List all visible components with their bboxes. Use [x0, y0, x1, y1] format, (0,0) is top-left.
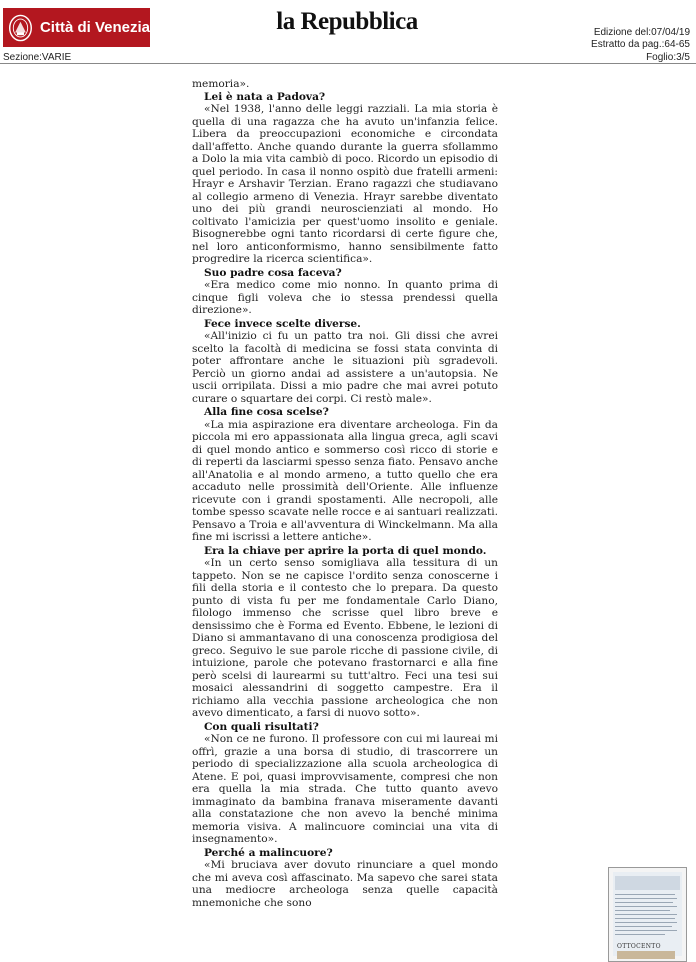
edition-date: Edizione del:07/04/19: [593, 27, 690, 38]
thumbnail-line: [615, 914, 677, 915]
citta-di-venezia-logo: [3, 8, 150, 47]
interview-question: Era la chiave per aprire la porta di quel mondo.: [204, 544, 487, 557]
thumbnail-line: [615, 910, 670, 911]
interview-answer: «Non ce ne furono. Il professore con cui mi laureai mi offrì, grazie a una borsa di studio, di trascorrere un periodo di specializzazione alla scuola archeologica di Atene. E poi, quasi improvvisamente, compresi che non era quella la mia strada. Che tutto quanto avevo immaginato da bambina franava miseramente davanti alla constatazione che non avevo la benché minima memoria visiva. A malincuore cominciai una vita di insegnamento».: [192, 733, 498, 845]
thumbnail-line: [615, 918, 675, 919]
section-label: Sezione:VARIE: [3, 52, 72, 63]
thumbnail-line: [615, 894, 675, 895]
interview-question: Lei è nata a Padova?: [204, 90, 326, 103]
thumbnail-line: [615, 906, 677, 907]
interview-question: Alla fine cosa scelse?: [204, 406, 329, 418]
sheet-count: Foglio:3/5: [646, 52, 690, 63]
thumbnail-line: [615, 922, 677, 923]
thumbnail-image: [617, 951, 675, 959]
article-column: [192, 78, 498, 910]
interview-answer: «Mi bruciava aver dovuto rinunciare a quel mondo che mi aveva così affascinato. Ma sapevo che sarei stata una mediocre archeologa senza quelle capacità mnemoniche che sono: [192, 859, 498, 909]
thumbnail-block: [615, 876, 680, 890]
thumbnail-line: [615, 902, 673, 903]
page-header: [0, 0, 696, 62]
interview-answer: «In un certo senso somigliava alla tessitura di un tappeto. Non se ne capisce l'ordito senza conoscerne i fili della storia e il contesto che lo prepara. Da questo punto di vista fu per me fondamentale Carlo Diano, filologo immenso che scrisse quel libro breve e densissimo che è Forma ed Evento. Ebbene, le lezioni di Diano si ammantavano di una conoscenza prodigiosa del greco. Seguivo le sue parole ricche di passione civile, di intuizione, parole che potevano frastornarci e alla fine però scelsi di laurearmi su tutt'altro. Feci una tesi sui mosaici alessandrini di soggetto campestre. Era il richiamo alla vecchia passione archeologica che non avevo dimenticato, a farsi di nuovo sotto».: [192, 557, 498, 719]
extract-pages: Estratto da pag.:64-65: [591, 39, 690, 50]
interview-question: Suo padre cosa faceva?: [204, 266, 342, 279]
logo-text: Città di Venezia: [39, 19, 150, 36]
newspaper-masthead: la Repubblica: [276, 8, 418, 35]
edition-info: [591, 27, 690, 51]
venice-seal-icon: [7, 11, 34, 45]
interview-answer: «Era medico come mio nonno. In quanto prima di cinque figli voleva che io stessa prendessi quella direzione».: [192, 279, 498, 316]
interview-question: Con quali risultati?: [204, 720, 319, 733]
interview-question: Fece invece scelte diverse.: [204, 317, 361, 330]
interview-answer: «All'inizio ci fu un patto tra noi. Gli dissi che avrei scelto la facoltà di medicina se fossi stata convinta di poter affrontare anche le situazioni più sgradevoli. Perciò un giorno andai ad assistere a un'autopsia. Ne uscii orripilata. Dissi a mio padre che mai avrei potuto curare o squartare dei corpi. Ci restò male».: [192, 330, 498, 405]
interview-answer: «Nel 1938, l'anno delle leggi razziali. La mia storia è quella di una ragazza che ha avuto un'infanzia felice. Libera da preoccupazioni economiche e circondata dall'affetto. Anche quando durante la guerra sfollammo a Dolo la mia vita cambiò di poco. Ricordo un episodio di quel periodo. In casa il nonno ospitò due fratelli armeni: Hrayr e Arshavir Terzian. Erano ragazzi che studiavano al collegio armeno di Venezia. Hrayr sarebbe diventato uno dei più grandi neuroscienziati al mondo. Ho coltivato l'amicizia per quest'uomo insolito e geniale. Bisognerebbe ogni tanto ricordarsi di certe figure che, nel loro anticonformismo, hanno sensibilmente fatto progredire la ricerca scientifica».: [192, 103, 498, 265]
thumbnail-line: [615, 926, 672, 927]
thumbnail-line: [615, 930, 677, 931]
interview-answer: «La mia aspirazione era diventare archeologa. Fin da piccola mi ero appassionata alla lingua greca, agli scavi di quel mondo antico e sommerso così ricco di storie e di reperti da lasciarmi spesso senza fiato. Pensavo anche all'Anatolia e al mondo armeno, a tutto quello che era accaduto nelle prossimità dell'Oriente. Alle influenze ricevute con i grandi spostamenti. Alle necropoli, alle tombe spesso scavate nelle rocce e ai santuari realizzati. Pensavo a Troia e all'avventura di Winckelmann. Ma alla fine mi iscrissi a lettere antiche».: [192, 418, 498, 543]
thumbnail-line: [615, 934, 665, 935]
page-thumbnail[interactable]: [608, 867, 687, 962]
article-continuation: memoria».: [192, 78, 250, 90]
thumbnail-line: [615, 898, 677, 899]
thumbnail-label: OTTOCENTO: [617, 943, 661, 950]
header-divider: [0, 63, 696, 64]
interview-question: Perché a malincuore?: [204, 846, 333, 859]
